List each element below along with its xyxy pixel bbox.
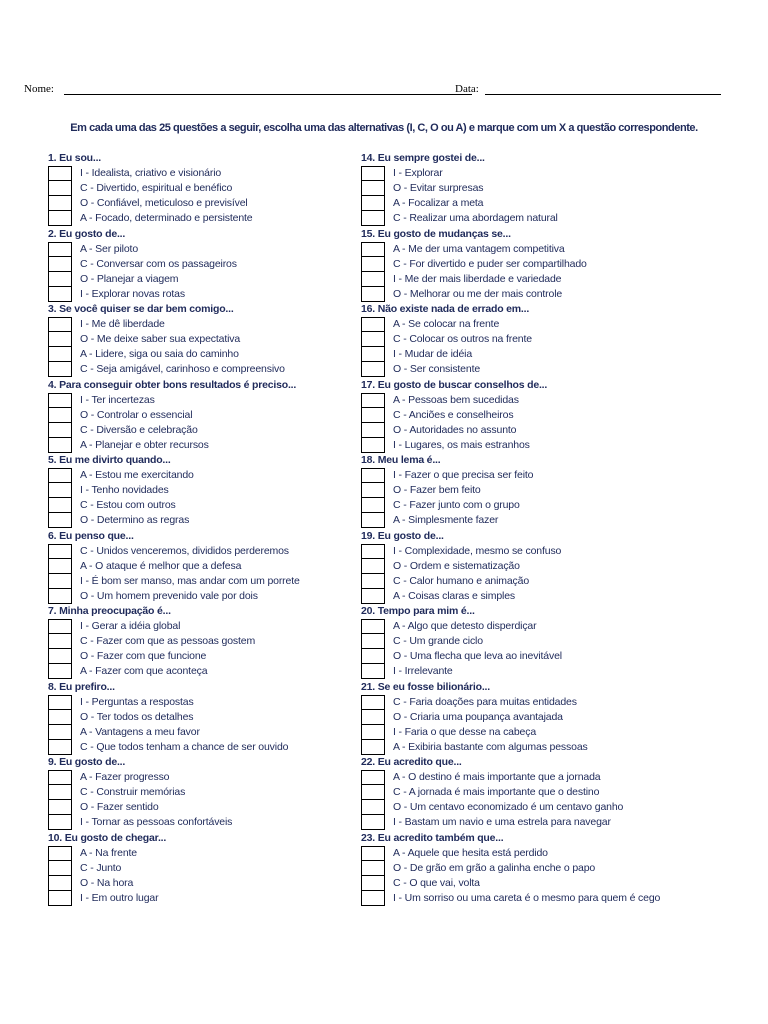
answer-checkbox[interactable] <box>48 815 72 830</box>
question-block <box>361 831 721 907</box>
question-title: 10. Eu gosto de chegar... <box>48 831 167 844</box>
answer-option-label: C - O que vai, volta <box>393 876 480 889</box>
answer-checkbox[interactable] <box>361 483 385 498</box>
answer-option-label: I - Faria o que desse na cabeça <box>393 725 537 738</box>
answer-option-label: O - Ser consistente <box>393 363 481 375</box>
name-label: Nome: <box>24 83 54 95</box>
answer-option-label: A - Planejar e obter recursos <box>80 438 209 451</box>
answer-option-label: C - Junto <box>80 861 122 874</box>
question-block <box>361 604 721 680</box>
answer-checkbox[interactable] <box>48 589 72 604</box>
question-block <box>48 227 408 303</box>
answer-option <box>361 513 721 528</box>
answer-option <box>361 317 721 332</box>
answer-option <box>48 861 408 876</box>
answer-checkbox[interactable] <box>361 649 385 664</box>
answer-option-label: C - Um grande ciclo <box>393 635 483 647</box>
answer-option <box>361 332 721 347</box>
answer-option-label: I - Explorar novas rotas <box>80 287 185 300</box>
answer-checkbox[interactable] <box>48 166 72 181</box>
answer-checkbox[interactable] <box>48 559 72 574</box>
answer-option-label: I - Bastam um navio e uma estrela para navegar <box>393 816 611 828</box>
answer-option-label: I - Tenho novidades <box>80 484 169 496</box>
answer-checkbox[interactable] <box>48 242 72 257</box>
answer-option <box>361 544 721 559</box>
answer-option-label: I - Tornar as pessoas confortáveis <box>80 816 233 828</box>
answer-checkbox[interactable] <box>361 846 385 861</box>
question-title: 7. Minha preocupação é... <box>48 605 171 617</box>
answer-checkbox[interactable] <box>361 740 385 755</box>
answer-option-label: A - Focado, determinado e persistente <box>80 212 253 224</box>
answer-option <box>48 393 408 408</box>
answer-option <box>48 876 408 891</box>
answer-checkbox[interactable] <box>48 347 72 362</box>
answer-option <box>48 257 408 272</box>
answer-option-label: O - Um centavo economizado é um centavo ganho <box>393 801 624 813</box>
question-title: 3. Se você quiser se dar bem comigo... <box>48 303 234 315</box>
answer-option-label: I - Me dê liberdade <box>80 318 165 330</box>
answer-option-label: A - Se colocar na frente <box>393 318 500 330</box>
answer-checkbox[interactable] <box>48 211 72 226</box>
answer-option-label: I - Perguntas a respostas <box>80 695 194 708</box>
question-title: 20. Tempo para mim é... <box>361 605 475 617</box>
answer-option-label: C - Diversão e celebração <box>80 423 198 436</box>
question-block <box>48 604 408 680</box>
answer-option-label: C - Construir memórias <box>80 786 186 798</box>
answer-option-label: C - Calor humano e animação <box>393 574 530 587</box>
answer-option-label: O - Melhorar ou me der mais controle <box>393 287 563 300</box>
answer-checkbox[interactable] <box>361 861 385 876</box>
answer-option <box>48 287 408 302</box>
question-block <box>361 755 721 831</box>
answer-option <box>361 891 721 906</box>
answer-checkbox[interactable] <box>361 423 385 438</box>
answer-option <box>361 740 721 755</box>
answer-checkbox[interactable] <box>361 272 385 287</box>
answer-checkbox[interactable] <box>361 710 385 725</box>
answer-option-label: O - Confiável, meticuloso e previsível <box>80 197 248 209</box>
answer-checkbox[interactable] <box>48 785 72 800</box>
answer-checkbox[interactable] <box>361 574 385 589</box>
question-title: 14. Eu sempre gostei de... <box>361 152 485 164</box>
answer-option <box>48 785 408 800</box>
answer-option-label: A - O destino é mais importante que a jornada <box>393 771 601 783</box>
answer-option-label: O - Controlar o essencial <box>80 408 193 421</box>
answer-option <box>361 559 721 574</box>
answer-option <box>48 181 408 196</box>
answer-option-label: C - Anciões e conselheiros <box>393 408 514 421</box>
answer-option <box>361 166 721 181</box>
answer-option <box>361 393 721 408</box>
question-block <box>48 302 408 378</box>
answer-option <box>48 423 408 438</box>
answer-option-label: C - Estou com outros <box>80 499 176 511</box>
answer-option-label: O - Ordem e sistematização <box>393 559 520 572</box>
answer-option-label: A - Ser piloto <box>80 242 139 255</box>
answer-option <box>361 498 721 513</box>
answer-option-label: A - Me der uma vantagem competitiva <box>393 242 565 255</box>
answer-option-label: I - Complexidade, mesmo se confuso <box>393 544 562 557</box>
answer-checkbox[interactable] <box>48 483 72 498</box>
answer-checkbox[interactable] <box>48 800 72 815</box>
question-block <box>48 831 408 907</box>
answer-option <box>48 272 408 287</box>
questions-column-right <box>361 151 721 906</box>
answer-option-label: I - Idealista, criativo e visionário <box>80 167 222 179</box>
answer-option <box>361 800 721 815</box>
answer-option-label: O - Um homem prevenido vale por dois <box>80 589 258 602</box>
question-title: 6. Eu penso que... <box>48 529 134 542</box>
question-block <box>48 151 408 227</box>
answer-option-label: O - Criaria uma poupança avantajada <box>393 710 563 723</box>
question-block <box>48 529 408 605</box>
answer-option <box>361 785 721 800</box>
answer-option-label: A - Estou me exercitando <box>80 469 194 481</box>
answer-option-label: O - Planejar a viagem <box>80 272 179 285</box>
answer-option <box>48 166 408 181</box>
answer-option <box>361 861 721 876</box>
answer-option <box>48 196 408 211</box>
answer-option <box>48 740 408 755</box>
answer-option-label: C - Fazer com que as pessoas gostem <box>80 635 256 647</box>
answer-checkbox[interactable] <box>48 891 72 906</box>
answer-checkbox[interactable] <box>361 589 385 604</box>
answer-option <box>361 574 721 589</box>
answer-option <box>48 559 408 574</box>
date-label: Data: <box>455 83 479 95</box>
answer-option <box>48 408 408 423</box>
answer-option-label: O - Uma flecha que leva ao inevitável <box>393 650 562 662</box>
question-title: 17. Eu gosto de buscar conselhos de... <box>361 378 548 391</box>
answer-option <box>48 468 408 483</box>
question-block <box>361 453 721 529</box>
answer-option <box>361 423 721 438</box>
date-field[interactable] <box>485 94 721 95</box>
answer-checkbox[interactable] <box>48 513 72 528</box>
answer-checkbox[interactable] <box>48 695 72 710</box>
answer-option <box>361 710 721 725</box>
name-field[interactable] <box>64 94 472 95</box>
answer-checkbox[interactable] <box>48 423 72 438</box>
answer-option <box>361 468 721 483</box>
answer-option <box>48 695 408 710</box>
answer-option <box>361 408 721 423</box>
answer-option-label: C - Divertido, espiritual e benéfico <box>80 182 233 194</box>
answer-option-label: I - Me der mais liberdade e variedade <box>393 272 562 285</box>
answer-checkbox[interactable] <box>361 498 385 513</box>
answer-option-label: A - O ataque é melhor que a defesa <box>80 559 242 572</box>
answer-option <box>361 438 721 453</box>
answer-option-label: O - Fazer sentido <box>80 801 159 813</box>
answer-option <box>361 347 721 362</box>
answer-option-label: I - Um sorriso ou uma careta é o mesmo para quem é cego <box>393 891 661 904</box>
answer-checkbox[interactable] <box>48 498 72 513</box>
answer-checkbox[interactable] <box>361 408 385 423</box>
answer-option <box>361 815 721 830</box>
question-title: 23. Eu acredito também que... <box>361 831 504 844</box>
question-title: 2. Eu gosto de... <box>48 227 126 240</box>
answer-checkbox[interactable] <box>48 332 72 347</box>
answer-option <box>361 287 721 302</box>
answer-checkbox[interactable] <box>48 362 72 377</box>
answer-option-label: A - Algo que detesto disperdiçar <box>393 620 537 632</box>
answer-option-label: I - Mudar de idéia <box>393 348 473 360</box>
answer-option <box>48 710 408 725</box>
answer-checkbox[interactable] <box>48 876 72 891</box>
answer-checkbox[interactable] <box>361 393 385 408</box>
answer-option <box>48 846 408 861</box>
answer-option <box>361 725 721 740</box>
answer-option <box>48 332 408 347</box>
answer-checkbox[interactable] <box>361 257 385 272</box>
answer-option-label: C - Colocar os outros na frente <box>393 333 532 345</box>
answer-option <box>361 362 721 377</box>
answer-option-label: A - Coisas claras e simples <box>393 589 515 602</box>
answer-option <box>361 257 721 272</box>
answer-option <box>361 483 721 498</box>
answer-option-label: A - Focalizar a meta <box>393 197 484 209</box>
answer-option-label: I - Ter incertezas <box>80 393 155 406</box>
answer-checkbox[interactable] <box>48 393 72 408</box>
answer-option <box>48 574 408 589</box>
answer-checkbox[interactable] <box>48 272 72 287</box>
answer-option <box>361 846 721 861</box>
answer-checkbox[interactable] <box>361 287 385 302</box>
answer-option <box>48 498 408 513</box>
answer-option <box>361 695 721 710</box>
answer-option-label: C - Que todos tenham a chance de ser ouvido <box>80 740 289 753</box>
question-block <box>48 453 408 529</box>
question-title: 8. Eu prefiro... <box>48 680 115 693</box>
instructions: Em cada uma das 25 questões a seguir, escolha uma das alternativas (I, C, O ou A) e marque com um X a questão correspondente. <box>70 122 698 134</box>
answer-option-label: O - De grão em grão a galinha enche o papo <box>393 861 596 874</box>
answer-checkbox[interactable] <box>361 196 385 211</box>
question-title: 21. Se eu fosse bilionário... <box>361 680 490 693</box>
answer-option <box>48 589 408 604</box>
answer-option <box>361 876 721 891</box>
question-block <box>361 151 721 227</box>
answer-option-label: A - Fazer progresso <box>80 771 170 783</box>
answer-option-label: A - Fazer com que aconteça <box>80 665 208 677</box>
answer-option <box>361 664 721 679</box>
question-title: 15. Eu gosto de mudanças se... <box>361 227 511 240</box>
answer-checkbox[interactable] <box>361 634 385 649</box>
question-title: 16. Não existe nada de errado em... <box>361 303 530 315</box>
question-block <box>48 378 408 454</box>
form-header <box>24 79 724 97</box>
answer-option <box>48 211 408 226</box>
answer-option <box>48 483 408 498</box>
answer-option-label: O - Autoridades no assunto <box>393 423 517 436</box>
answer-checkbox[interactable] <box>48 257 72 272</box>
answer-checkbox[interactable] <box>48 619 72 634</box>
answer-option-label: I - Em outro lugar <box>80 891 159 904</box>
answer-checkbox[interactable] <box>361 513 385 528</box>
question-block <box>361 227 721 303</box>
answer-option-label: A - Aquele que hesita está perdido <box>393 846 548 859</box>
answer-checkbox[interactable] <box>361 317 385 332</box>
answer-option-label: O - Me deixe saber sua expectativa <box>80 333 241 345</box>
question-block <box>361 680 721 756</box>
answer-checkbox[interactable] <box>361 695 385 710</box>
question-title: 18. Meu lema é... <box>361 454 441 466</box>
answer-checkbox[interactable] <box>48 574 72 589</box>
answer-checkbox[interactable] <box>361 800 385 815</box>
answer-checkbox[interactable] <box>48 770 72 785</box>
answer-checkbox[interactable] <box>361 181 385 196</box>
answer-option-label: A - Na frente <box>80 846 137 859</box>
answer-checkbox[interactable] <box>48 725 72 740</box>
answer-checkbox[interactable] <box>361 725 385 740</box>
answer-option-label: O - Na hora <box>80 876 134 889</box>
answer-checkbox[interactable] <box>361 438 385 453</box>
answer-option-label: C - Unidos venceremos, divididos perderemos <box>80 544 289 557</box>
answer-checkbox[interactable] <box>48 664 72 679</box>
answer-checkbox[interactable] <box>361 664 385 679</box>
answer-option <box>48 513 408 528</box>
answer-option-label: A - Vantagens a meu favor <box>80 725 200 738</box>
answer-option <box>361 242 721 257</box>
answer-option <box>48 544 408 559</box>
answer-option-label: O - Fazer com que funcione <box>80 650 207 662</box>
answer-option <box>361 619 721 634</box>
answer-checkbox[interactable] <box>48 740 72 755</box>
answer-checkbox[interactable] <box>361 347 385 362</box>
answer-option <box>361 181 721 196</box>
answer-option-label: I - É bom ser manso, mas andar com um porrete <box>80 574 300 587</box>
answer-checkbox[interactable] <box>48 649 72 664</box>
answer-option-label: I - Gerar a idéia global <box>80 620 181 632</box>
answer-option <box>361 589 721 604</box>
answer-option-label: C - Realizar uma abordagem natural <box>393 212 558 224</box>
answer-option <box>48 634 408 649</box>
answer-option-label: O - Fazer bem feito <box>393 484 481 496</box>
answer-option <box>48 649 408 664</box>
answer-checkbox[interactable] <box>361 362 385 377</box>
answer-option <box>361 196 721 211</box>
question-block <box>48 680 408 756</box>
answer-option <box>48 664 408 679</box>
answer-option <box>361 649 721 664</box>
answer-checkbox[interactable] <box>361 770 385 785</box>
answer-option <box>361 634 721 649</box>
answer-checkbox[interactable] <box>361 211 385 226</box>
answer-checkbox[interactable] <box>361 619 385 634</box>
answer-checkbox[interactable] <box>48 634 72 649</box>
answer-option <box>48 347 408 362</box>
answer-checkbox[interactable] <box>48 438 72 453</box>
answer-option-label: I - Irrelevante <box>393 665 453 677</box>
question-block <box>48 755 408 831</box>
answer-option-label: C - A jornada é mais importante que o destino <box>393 786 600 798</box>
answer-checkbox[interactable] <box>48 846 72 861</box>
answer-option-label: O - Determino as regras <box>80 514 190 526</box>
answer-checkbox[interactable] <box>361 785 385 800</box>
answer-checkbox[interactable] <box>48 544 72 559</box>
question-block <box>361 378 721 454</box>
answer-checkbox[interactable] <box>361 544 385 559</box>
answer-checkbox[interactable] <box>48 196 72 211</box>
answer-option-label: I - Explorar <box>393 167 443 179</box>
answer-checkbox[interactable] <box>361 876 385 891</box>
answer-option <box>48 891 408 906</box>
answer-option <box>361 272 721 287</box>
answer-checkbox[interactable] <box>361 242 385 257</box>
answer-checkbox[interactable] <box>48 181 72 196</box>
answer-checkbox[interactable] <box>48 861 72 876</box>
answer-option <box>48 362 408 377</box>
question-block <box>361 302 721 378</box>
question-title: 1. Eu sou... <box>48 152 102 164</box>
answer-checkbox[interactable] <box>361 559 385 574</box>
answer-option-label: C - Conversar com os passageiros <box>80 257 237 270</box>
answer-option-label: C - Fazer junto com o grupo <box>393 499 520 511</box>
answer-checkbox[interactable] <box>48 710 72 725</box>
answer-option <box>48 800 408 815</box>
answer-checkbox[interactable] <box>48 317 72 332</box>
answer-option-label: C - Faria doações para muitas entidades <box>393 695 577 708</box>
answer-option <box>48 242 408 257</box>
answer-option <box>48 438 408 453</box>
answer-checkbox[interactable] <box>361 891 385 906</box>
question-title: 9. Eu gosto de... <box>48 756 126 768</box>
answer-option <box>48 619 408 634</box>
answer-checkbox[interactable] <box>361 332 385 347</box>
answer-option-label: O - Ter todos os detalhes <box>80 710 194 723</box>
answer-option-label: O - Evitar surpresas <box>393 182 484 194</box>
answer-checkbox[interactable] <box>361 815 385 830</box>
question-title: 19. Eu gosto de... <box>361 529 444 542</box>
question-block <box>361 529 721 605</box>
answer-option <box>48 815 408 830</box>
answer-option-label: C - For divertido e puder ser compartilhado <box>393 257 587 270</box>
answer-option-label: A - Exibiria bastante com algumas pessoas <box>393 740 588 753</box>
answer-checkbox[interactable] <box>48 408 72 423</box>
answer-option-label: A - Simplesmente fazer <box>393 514 499 526</box>
question-title: 5. Eu me divirto quando... <box>48 454 171 466</box>
answer-checkbox[interactable] <box>48 287 72 302</box>
answer-option-label: A - Pessoas bem sucedidas <box>393 393 519 406</box>
answer-option-label: C - Seja amigável, carinhoso e compreensivo <box>80 363 285 375</box>
questions-column-left <box>48 151 408 906</box>
answer-option-label: A - Lidere, siga ou saia do caminho <box>80 348 239 360</box>
answer-option-label: I - Fazer o que precisa ser feito <box>393 469 534 481</box>
answer-option-label: I - Lugares, os mais estranhos <box>393 438 530 451</box>
answer-option <box>48 770 408 785</box>
answer-option <box>361 211 721 226</box>
answer-option <box>361 770 721 785</box>
answer-option <box>48 725 408 740</box>
answer-checkbox[interactable] <box>361 468 385 483</box>
answer-checkbox[interactable] <box>48 468 72 483</box>
answer-option <box>48 317 408 332</box>
question-title: 4. Para conseguir obter bons resultados é preciso... <box>48 378 297 391</box>
question-title: 22. Eu acredito que... <box>361 756 462 768</box>
answer-checkbox[interactable] <box>361 166 385 181</box>
